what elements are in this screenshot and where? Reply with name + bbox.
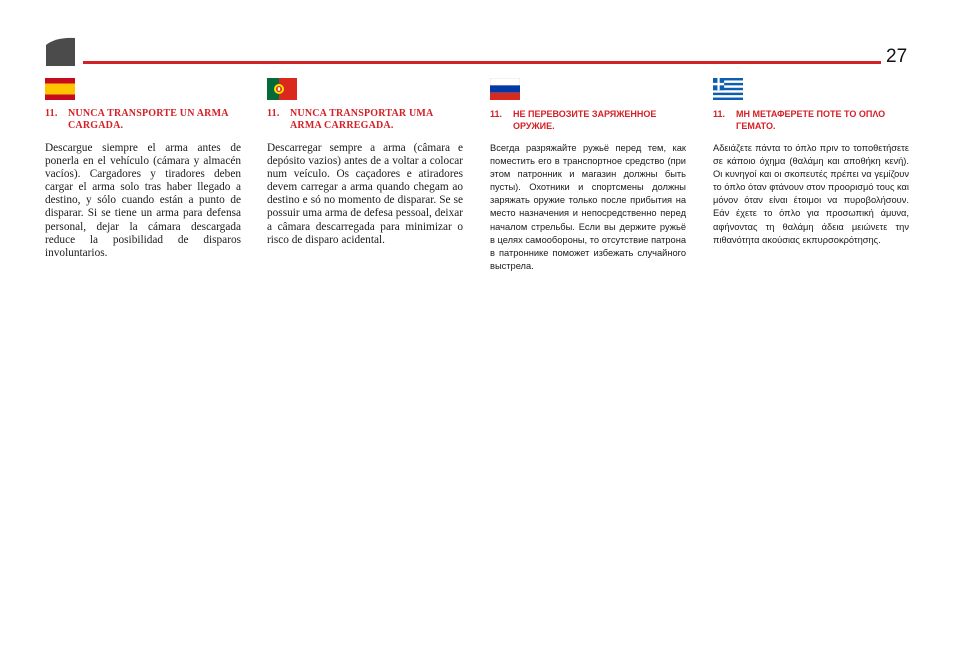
- page-number: 27: [886, 46, 908, 67]
- section-body: Descargue siempre el arma antes de ponerla en el vehículo (cámara y almacén vacíos). Cargadores y tiradores deben cargar el arma solo tras haber llegado a destino, y sólo cuando están a punto de disparar. Si se tiene un arma para defensa personal, dejar la cámara descargada reduce la posibilidad de disparos involuntarios.: [45, 142, 241, 259]
- section-body: Всегда разряжайте ружьё перед тем, как поместить его в транспортное средство (при этом патронник и магазин должны быть пусты). Охотники и спортсмены должны заряжать оружие только после прибытия на место назначения и непосредственно перед началом стрельбы. Если вы держите ружьё в целях самообороны, то отсутствие патрона в патроннике поможет избежать случайного выстрела.: [490, 143, 686, 271]
- greece-flag-icon: [713, 78, 743, 100]
- section-title: NUNCA TRANSPORTE UN ARMA CARGADA.: [68, 108, 229, 131]
- section-body: Descarregar sempre a arma (câmara e depósito vazios) antes de a voltar a colocar num veículo. Os caçadores e atiradores devem carregar a arma quando chegam ao destino e só no momento de disparar. Se se possuir uma arma de defesa pessoal, deixar a câmara descarregada para minimizar o risco de disparo acidental.: [267, 142, 463, 246]
- section-heading: [267, 108, 463, 132]
- brand-logo-icon: [46, 37, 75, 66]
- section-portuguese: [267, 78, 463, 247]
- section-heading: [490, 108, 686, 132]
- section-heading: [713, 108, 909, 132]
- section-body: Αδειάζετε πάντα το όπλο πριν το τοποθετήσετε σε κάποιο όχημα (θαλάμη και αποθήκη κενή). Οι κυνηγοί και οι σκοπευτές πρέπει να γεμίζουν το όπλο όταν φτάνουν στον προορισμό τους και μόνον όταν είναι έτοιμοι να πυροβολήσουν. Εάν έχετε το όπλο για προσωπική άμυνα, αφήνοντας τη θαλάμη άδεια μειώνετε την πιθανότητα ακούσιας εκπυρσοκρότησης.: [713, 143, 909, 245]
- portugal-flag-icon: [267, 78, 297, 100]
- section-greek: [713, 78, 909, 247]
- section-number: 11.: [45, 108, 58, 119]
- section-title: ΜΗ ΜΕΤΑΦΕΡΕΤΕ ΠΟΤΕ ΤΟ ΟΠΛΟ ΓΕΜΑΤΟ.: [736, 109, 886, 131]
- section-russian: [490, 78, 686, 273]
- section-spanish: [45, 78, 241, 260]
- header-rule: [83, 61, 881, 64]
- section-number: 11.: [713, 109, 726, 119]
- section-title: НЕ ПЕРЕВОЗИТЕ ЗАРЯЖЕННОЕ ОРУЖИЕ.: [513, 109, 657, 131]
- russia-flag-icon: [490, 78, 520, 100]
- section-number: 11.: [267, 108, 280, 119]
- spain-flag-icon: [45, 78, 75, 100]
- section-heading: [45, 108, 241, 132]
- section-number: 11.: [490, 109, 503, 119]
- section-title: NUNCA TRANSPORTAR UMA ARMA CARREGADA.: [290, 108, 433, 131]
